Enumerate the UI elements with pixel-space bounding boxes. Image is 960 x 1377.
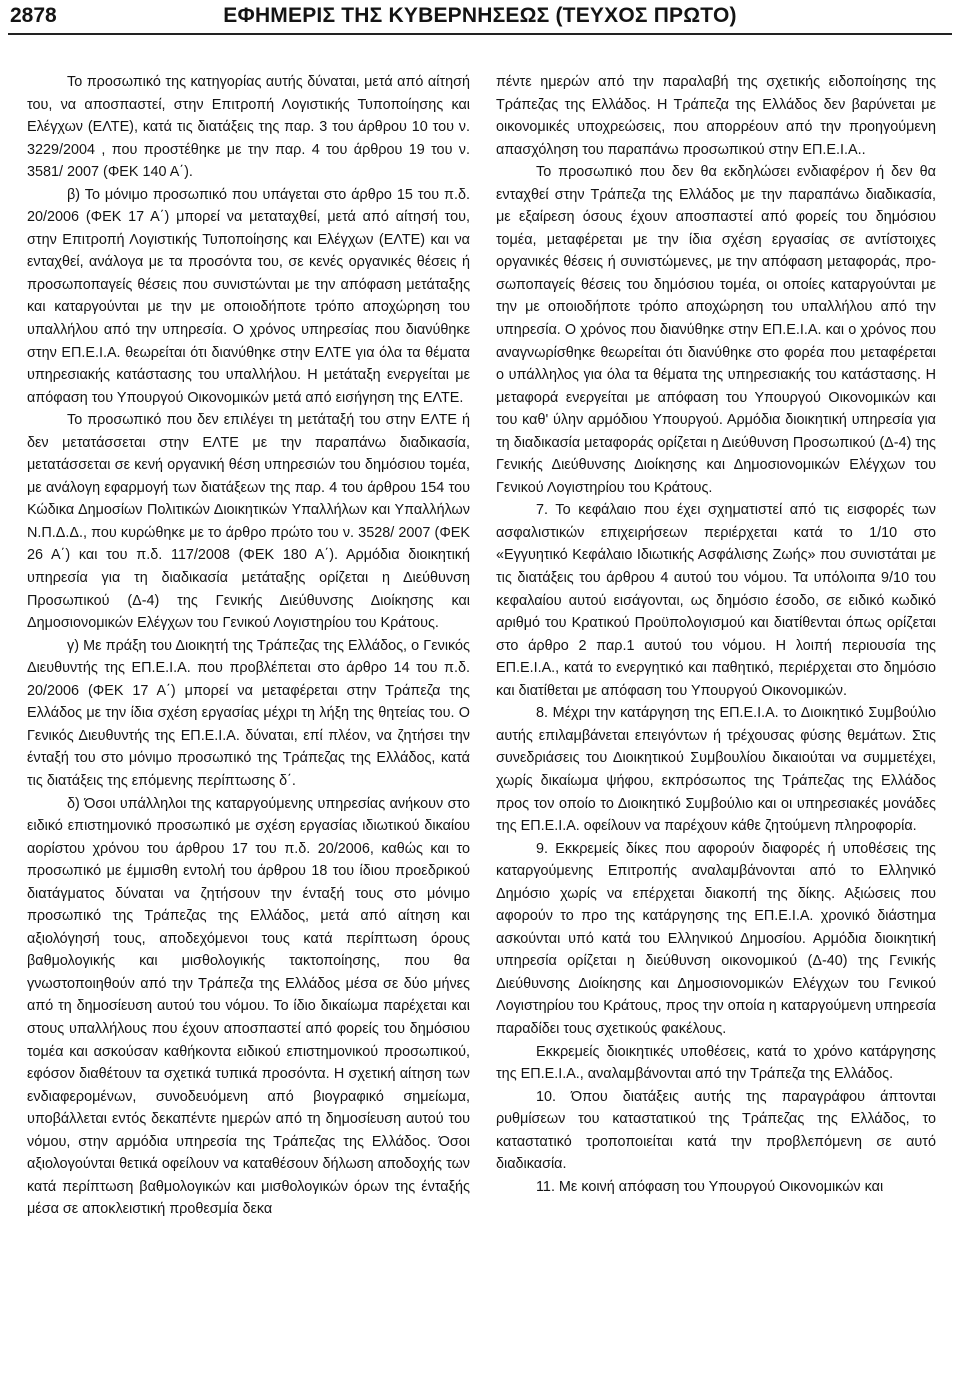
paragraph: δ) Όσοι υπάλληλοι της καταργούμενης υπηρεσίας ανήκουν στο ειδικό επιστημονικό προσωπικό με σχέση εργασίας ιδιωτικού δικαίου αορίστου χρόνου του άρθρου 17 του π.δ. 20/2006, καθώς και το προσωπικό με έμμισθη εντολή του άρθρου 18 του ίδιου προεδρικού διατάγματος δύναται να ζητήσουν την ένταξή τους στο μόνιμο προσωπικό της Τράπεζας της Ελλάδος, μετά από αίτηση και αξιολόγησή τους, αποδεχόμενοι τους κατά περίπτωση όρους βαθμολογικής και μισθολογικής τακτοποίησης, που θα γνωστοποιηθούν από την Τράπεζα της Ελλάδος μέσα σε δύο μήνες από τη δημοσίευση αυτού του νόμου. Το ίδιο δικαίωμα παρέχεται και στους υπαλλήλους που έχουν αποσπαστεί από φορείς του δημόσιου τομέα και ασκούσαν καθήκοντα ειδικού επιστημονικού προσωπικού, εφόσον διαθέτουν τα σχετικά τυπικά προσόντα. Η σχετική αίτηση των ενδιαφερομένων, συνοδευόμενη από βιογραφικό σημείωμα, υποβάλλεται εντός δεκαπέντε ημερών από τη δημοσίευση αυτού του νόμου, στην αρμόδια υπηρεσία της Τράπεζας της Ελλάδος. Όσοι αξιολογούνται θετικά οφείλουν να καταθέσουν δήλωση αποδοχής των κατά περίπτωση βαθμολογικών και μισθολογικών όρων της ένταξής μέσα σε αποκλειστική προθεσμία δεκα [27, 795, 470, 1218]
paragraph: Το προσωπικό που δεν θα εκδηλώσει ενδιαφέρον ή δεν θα ενταχθεί στην Τράπεζα της Ελλάδος με την παραπάνω διαδικασία, με εξαίρεση όσους έχουν αποσπαστεί από φορείς του δημόσιου τομέα, μεταφέρεται με την ίδια σχέση εργασίας σε αντίστοιχες οργανικές θέσεις ή συνιστώμενες, με την απόφαση μεταφοράς, προσωποπαγείς θέσεις του δημόσιου τομέα, οι οποίες καταργούνται με την με οποιοδήποτε τρόπο αποχώρηση του υπαλλήλου από την υπηρεσία. Ο χρόνος που διανύθηκε στην ΕΠ.Ε.Ι.Α. και ο χρόνος που αναγνωρίσθηκε θεωρείται ότι διανύθηκε στο φορέα που μεταφέρεται ο υπάλληλος για όλα τα θέματα της υπηρεσιακής του κατάστασης. Η μεταφορά ενεργείται με απόφαση του Υπουργού Οικονομικών και του καθ' ύλην αρμόδιου Υπουργού. Αρμόδια διοικητική υπηρεσία για τη διαδικασία μεταφοράς ορίζεται η Διεύθυνση Προσωπικού (Δ-4) της Γενικής Διεύθυνσης Διοίκησης και Δημοσιονομικών Ελέγχων του Γενικού Λογιστηρίου του Κράτους. [496, 164, 936, 496]
paragraph: πέντε ημερών από την παραλαβή της σχετικής ειδοποίησης της Τράπεζας της Ελλάδος. Η Τράπεζα της Ελλάδος δεν βαρύνεται με οικονομικές υποχρεώσεις, που απορρέουν από την προηγούμενη απασχόληση του παραπάνω προσωπικού στην ΕΠ.Ε.Ι.Α.. [496, 74, 936, 158]
paragraph: 9. Εκκρεμείς δίκες που αφορούν διαφορές ή υποθέσεις της καταργούμενης Επιτροπής αναλαμβάνονται από το Ελληνικό Δημόσιο χωρίς να επέρχεται διακοπή της δίκης. Αξιώσεις που αφορούν το προ της κατάργησης της ΕΠ.Ε.Ι.Α. χρονικό διάστημα ασκούνται υπό κατά του Ελληνικού Δημοσίου. Αρμόδια διοικητική υπηρεσία ορίζεται η διεύθυνση οικονομικού (Δ-40) της Γενικής Διεύθυνσης Διοίκησης και Δημοσιονομικών Ελέγχων του Γενικού Λογιστηρίου του Κράτους, προς την οποία η καταργούμενη υπηρεσία παραδίδει τους σχετικούς φακέλους. [496, 840, 936, 1037]
paragraph: β) Το μόνιμο προσωπικό που υπάγεται στο άρθρο 15 του π.δ. 20/2006 (ΦΕΚ 17 Α΄) μπορεί να μεταταχθεί, μετά από αίτησή του, στην Επιτροπή Λογιστικής Τυποποίησης και Ελέγχων (ΕΛΤΕ) και να ενταχθεί, ανάλογα με τα προσόντα του, σε κενές οργανικές θέσεις ή προσωποπαγείς θέσεις που συνιστώνται με την απόφαση μετάταξης και καταργούνται με την με οποιοδήποτε τρόπο αποχώρηση του υπαλλήλου από την υπηρεσία. Ο χρόνος υπηρεσίας που διανύθηκε στην ΕΠ.Ε.Ι.Α. θεωρείται ότι διανύθηκε στην ΕΛΤΕ για όλα τα θέματα υπηρεσιακής κατάστασης του υπαλλήλου. Η μετάταξη ενεργείται με απόφαση του Υπουργού Οικονομικών μετά από εισήγηση της ΕΛΤΕ. [27, 186, 470, 406]
paragraph: 11. Με κοινή απόφαση του Υπουργού Οικονομικών και [536, 1178, 884, 1195]
header-rule [8, 33, 952, 35]
paragraph: Το προσωπικό που δεν επιλέγει τη μετάταξή του στην ΕΛΤΕ ή δεν μετατάσσεται στην ΕΛΤΕ με την παραπάνω διαδικασία, μετατάσσεται σε κενή οργανική θέση υπηρεσιών του δημόσιου τομέα, με ανάλογη εφαρμογή των διατάξεων της παρ. 4 του άρθρου 154 του Κώδικα Δημοσίων Πολιτικών Διοικητικών Υπαλλήλων και Υπαλλήλων Ν.Π.Δ.Δ., που κυρώθηκε με το άρθρο πρώτο του ν. 3528/ 2007 (ΦΕΚ 26 Α΄) και του π.δ. 117/2008 (ΦΕΚ 180 Α΄). Αρμόδια διοικητική υπηρεσία για τη διαδικασία μετάταξης ορίζεται η Διεύθυνση Προσωπικού (Δ-4) της Γενικής Διεύθυνσης Διοίκησης και Δημοσιονομικών Ελέγχων του Γενικού Λογιστηρίου του Κράτους. [27, 412, 470, 632]
paragraph: Το προσωπικό της κατηγορίας αυτής δύναται, μετά από αίτησή του, να αποσπαστεί, στην Επιτροπή Λογιστικής Τυποποίησης και Ελέγχων (ΕΛΤΕ), κατά τις διατάξεις της παρ. 3 του άρθρου 10 του ν. 3229/2004 , που προστέθηκε με την παρ. 4 του άρθρου 19 του ν. 3581/ 2007 (ΦΕΚ 140 Α΄). [27, 74, 470, 181]
paragraph: 10. Όπου διατάξεις αυτής της παραγράφου άπτονται ρυθμίσεων του καταστατικού της Τράπεζας της Ελλάδος, το καταστατικό τροποποιείται κατά την προβλεπόμενη σε αυτό διαδικασία. [496, 1088, 936, 1173]
paragraph: 7. Το κεφάλαιο που έχει σχηματιστεί από τις εισφορές των ασφαλιστικών επιχειρήσεων περιέρχεται κατά το 1/10 στο «Εγγυητικό Κεφάλαιο Ιδιωτικής Ασφάλισης Ζωής» που συνιστάται με τις διατάξεις του άρθρου 4 αυτού του νόμου. Τα υπόλοιπα 9/10 του κεφαλαίου αυτού εισάγονται, ως δημόσιο έσοδο, σε ειδικό κωδικό αριθμό του Κρατικού Προϋπολογισμού και διατίθενται όπως ορίζεται στο άρθρο 2 παρ.1 αυτού του νόμου. Η λοιπή περιουσία της ΕΠ.Ε.Ι.Α., κατά το ενεργητικό και παθητικό, περιέρχεται στο δημόσιο και διατίθεται με απόφαση του Υπουργού Οικονομικών. [496, 502, 936, 699]
page-number: 2878 [10, 4, 57, 27]
journal-title: ΕΦΗΜΕΡΙΣ ΤΗΣ ΚΥΒΕΡΝΗΣΕΩΣ (ΤΕΥΧΟΣ ΠΡΩΤΟ) [223, 4, 737, 27]
paragraph: 8. Μέχρι την κατάργηση της ΕΠ.Ε.Ι.Α. το Διοικητικό Συμβούλιο αυτής επιλαμβάνεται επειγόντων ή τρέχουσας φύσης θεμάτων. Στις συνεδριάσεις του Διοικητικού Συμβουλίου δικαιούται να συμμετέχει, χωρίς δικαίωμα ψήφου, εκπρόσωπος της Τράπεζας της Ελλάδος προς τον οποίο το Διοικητικό Συμβούλιο και οι υπηρεσιακές μονάδες της ΕΠ.Ε.Ι.Α. οφείλουν να παρέχουν κάθε ζητούμενη πληροφορία. [496, 705, 936, 835]
paragraph: Εκκρεμείς διοικητικές υποθέσεις, κατά το χρόνο κατάργησης της ΕΠ.Ε.Ι.Α., αναλαμβάνονται από την Τράπεζα της Ελλάδος. [496, 1043, 936, 1083]
left-column [27, 71, 470, 1221]
page-header [0, 0, 960, 33]
right-column [496, 71, 936, 1198]
paragraph: γ) Με πράξη του Διοικητή της Τράπεζας της Ελλάδος, ο Γενικός Διευθυντής της ΕΠ.Ε.Ι.Α. που προβλέπεται στο άρθρο 14 του π.δ. 20/2006 (ΦΕΚ 17 Α΄) μπορεί να μεταφέρεται στην Τράπεζα της Ελλάδος με την ίδια σχέση εργασίας μέχρι τη λήξη της θητείας του. Ο Γενικός Διευθυντής της ΕΠ.Ε.Ι.Α. δύναται, επί πλέον, να ζητήσει την ένταξή του στο μόνιμο προσωπικό της Τράπεζας της Ελλάδος, κατά τις διατάξεις της επόμενης περίπτωσης δ΄. [27, 637, 470, 789]
